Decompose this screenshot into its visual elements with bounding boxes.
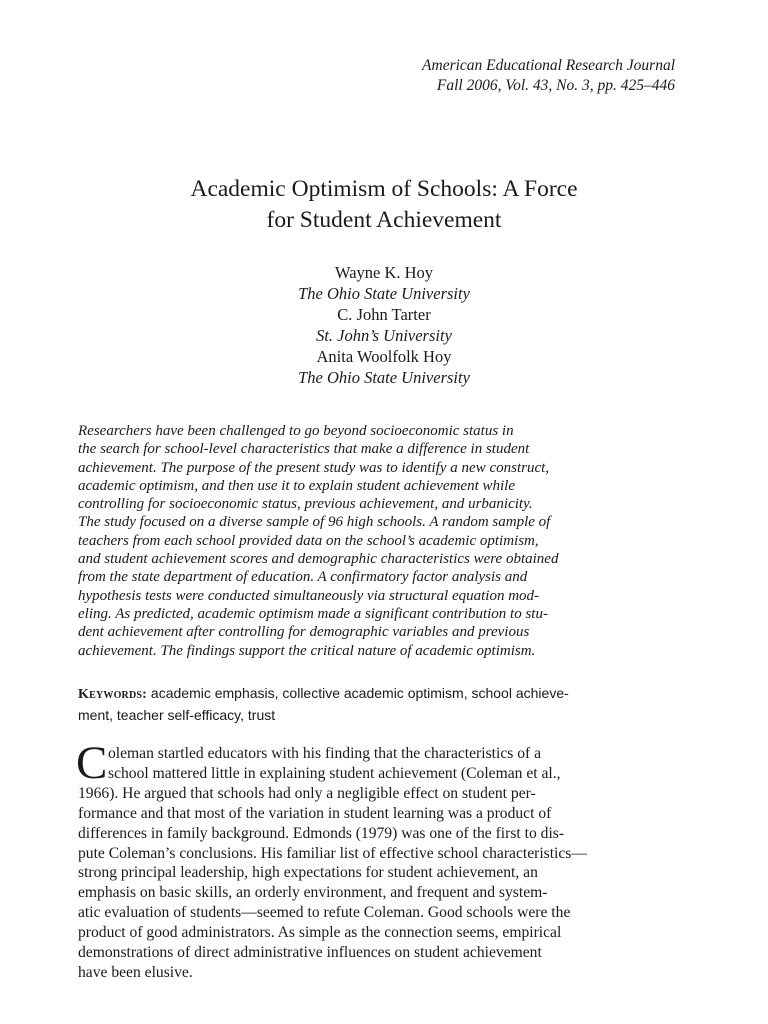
body-line: atic evaluation of students—seemed to refute Coleman. Good schools were the — [78, 904, 571, 922]
abstract-line: teachers from each school provided data on the school’s academic optimism, — [78, 532, 539, 549]
author-affiliation: St. John’s University — [316, 326, 452, 345]
body-line: emphasis on basic skills, an orderly environment, and frequent and system- — [78, 884, 548, 902]
title-line: for Student Achievement — [266, 207, 502, 233]
author-name: Wayne K. Hoy — [334, 263, 434, 282]
abstract-line: achievement. The findings support the critical nature of academic optimism. — [78, 642, 536, 659]
abstract-line: achievement. The purpose of the present study was to identify a new construct, — [78, 459, 550, 476]
keywords-line — [78, 683, 682, 705]
keywords-block — [78, 683, 682, 725]
body-line: have been elusive. — [78, 963, 193, 981]
abstract — [78, 422, 682, 660]
body-line: 1966). He argued that schools had only a negligible effect on student per- — [78, 784, 536, 802]
abstract-line: controlling for socioeconomic status, previous achievement, and urbanicity. — [78, 496, 533, 513]
body-line: school mattered little in explaining student achievement (Coleman et al., — [108, 764, 561, 782]
body-line: differences in family background. Edmonds (1979) was one of the first to dis- — [78, 824, 565, 842]
abstract-line: dent achievement after controlling for demographic variables and previous — [78, 624, 530, 641]
abstract-line: from the state department of education. A confirmatory factor analysis and — [78, 569, 528, 586]
abstract-line: The study focused on a diverse sample of 96 high schools. A random sample of — [78, 514, 551, 531]
body-line: product of good administrators. As simple as the connection seems, empirical — [78, 924, 562, 942]
author-affiliation: The Ohio State University — [298, 368, 470, 387]
abstract-line: academic optimism, and then use it to explain student achievement while — [78, 477, 515, 494]
author-affiliation: The Ohio State University — [298, 284, 470, 303]
body-line: strong principal leadership, high expectations for student achievement, an — [78, 864, 538, 882]
abstract-line: and student achievement scores and demographic characteristics were obtained — [78, 551, 559, 568]
body-line: formance and that most of the variation in student learning was a product of — [78, 804, 552, 822]
abstract-line: hypothesis tests were conducted simultaneously via structural equation mod- — [78, 587, 540, 604]
body-line: demonstrations of direct administrative influences on student achievement — [78, 944, 542, 962]
body-line: oleman startled educators with his finding that the characteristics of a — [108, 745, 542, 762]
article-title — [0, 174, 768, 236]
drop-cap: C — [76, 737, 108, 789]
author-name: Anita Woolfolk Hoy — [316, 347, 452, 366]
abstract-line: Researchers have been challenged to go beyond socioeconomic status in — [78, 423, 514, 439]
body-line: pute Coleman’s conclusions. His familiar list of effective school characteristics— — [78, 844, 587, 862]
journal-issue: Fall 2006, Vol. 43, No. 3, pp. 425–446 — [436, 77, 675, 94]
keywords-text: ment, teacher self-efficacy, trust — [78, 707, 276, 723]
keywords-label: Keywords: — [78, 687, 148, 702]
keywords-text: academic emphasis, collective academic optimism, school achieve- — [150, 685, 569, 701]
journal-header — [422, 56, 675, 96]
author-name: C. John Tarter — [337, 305, 431, 324]
journal-name: American Educational Research Journal — [422, 57, 675, 74]
abstract-line: eling. As predicted, academic optimism made a significant contribution to stu- — [78, 605, 548, 622]
abstract-line: the search for school-level characteristics that make a difference in student — [78, 441, 530, 458]
body-paragraph — [76, 737, 684, 983]
author-block — [0, 262, 768, 388]
title-line: Academic Optimism of Schools: A Force — [190, 176, 578, 202]
